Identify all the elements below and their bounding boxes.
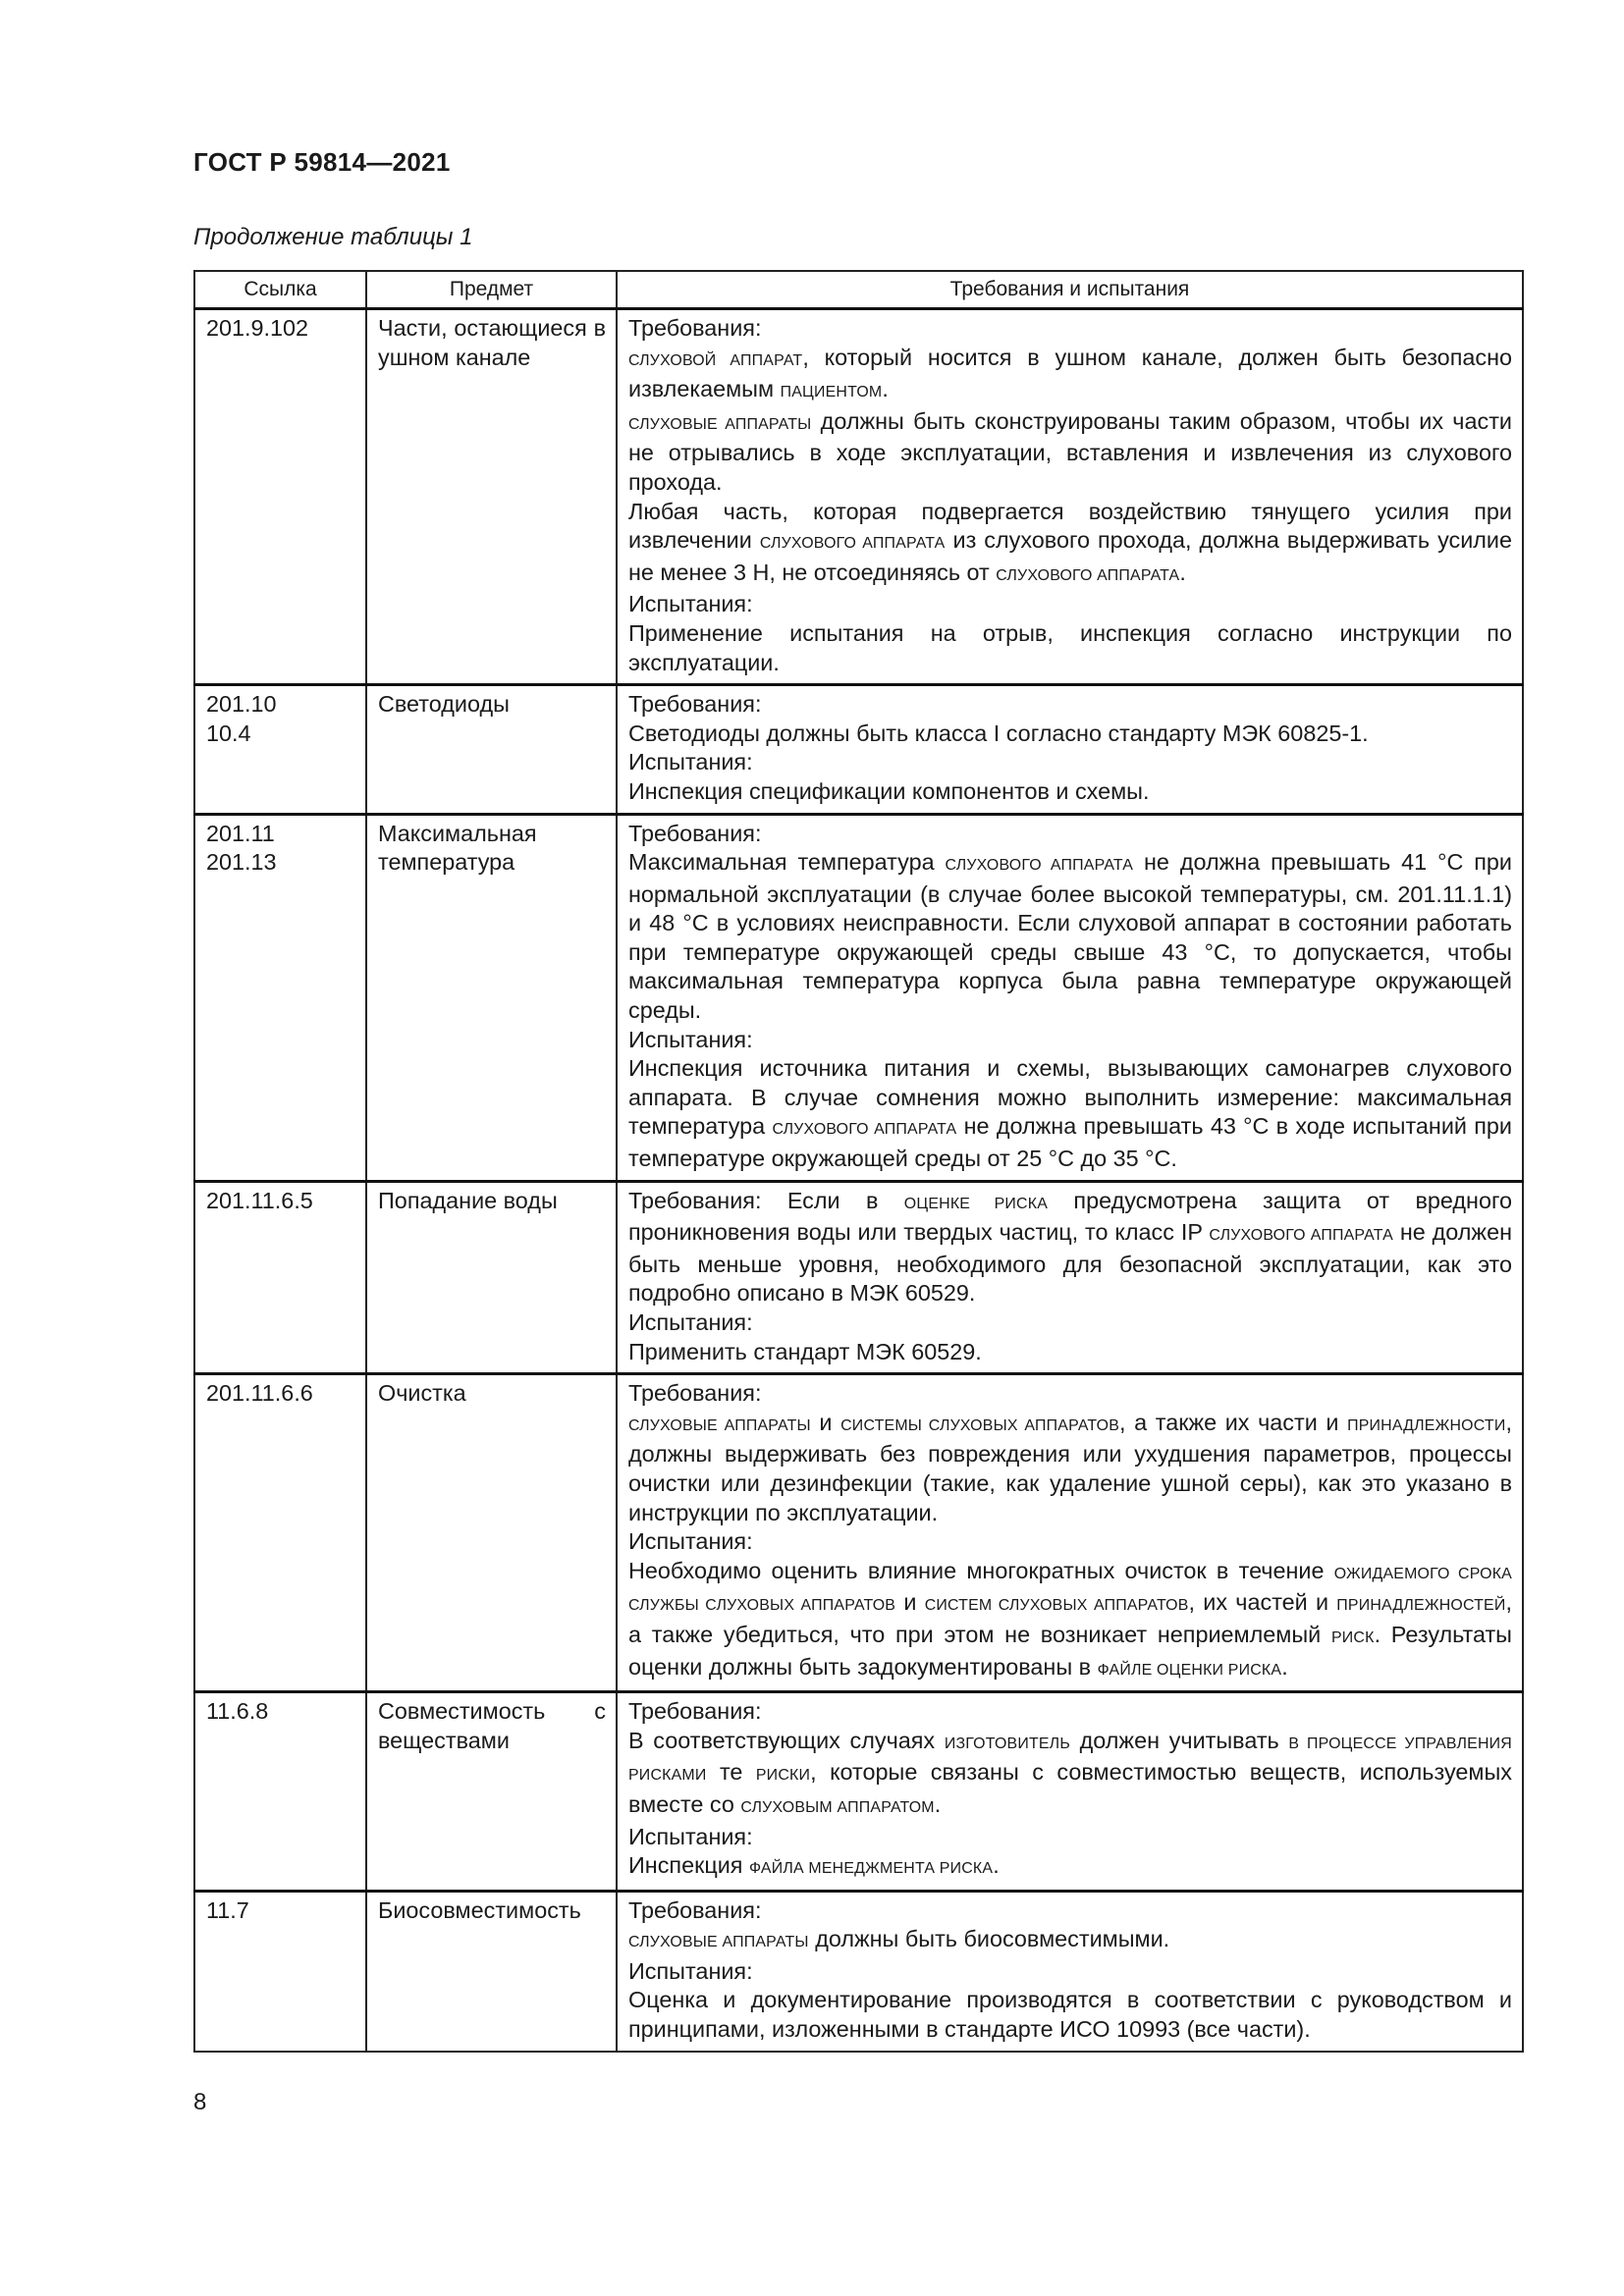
reference-number: 11.7: [206, 1896, 249, 1923]
text-run: не должен быть меньше уровня, необходимого для безопасной эксплуатации, как это подробно описано в МЭК 60529.: [628, 1219, 1513, 1307]
section-label: Испытания:: [628, 591, 753, 617]
reference-number: 201.9.102: [206, 315, 309, 341]
requirements-table: [193, 270, 1524, 2053]
text-run: Максимальная температура: [628, 849, 946, 876]
section-label: Требования:: [628, 691, 762, 718]
requirements-cell: [617, 309, 1523, 685]
document-code: ГОСТ Р 59814—2021: [193, 147, 451, 177]
text-run: В соответствующих случаях: [628, 1727, 945, 1753]
section-label: Требования:: [628, 1698, 762, 1725]
reference-number: 201.11.6.6: [206, 1380, 313, 1407]
text-run: и: [810, 1409, 841, 1435]
section-label: Требования:: [628, 1380, 762, 1407]
defined-term: СЛУХОВЫЕ АППАРАТЫ: [628, 1934, 809, 1951]
requirements-cell: [617, 1374, 1523, 1692]
defined-term: СЛУХОВЫЕ АППАРАТЫ: [628, 1416, 811, 1434]
defined-term: СИСТЕМ СЛУХОВЫХ АППАРАТОВ: [924, 1597, 1189, 1615]
requirement-paragraph: [628, 498, 1512, 591]
reference-cell: [194, 309, 366, 685]
subject-text: Совместимость с веществами: [378, 1698, 606, 1753]
text-run: Светодиоды должны быть класса I согласно стандарту МЭК 60825-1.: [628, 720, 1369, 746]
defined-term: СЛУХОВОГО АППАРАТА: [945, 857, 1134, 875]
requirement-paragraph: [628, 777, 1512, 807]
table-row: [194, 814, 1523, 1181]
text-run: . Результаты оценки должны быть задокументированы в: [628, 1621, 1512, 1680]
requirement-paragraph: [628, 1986, 1512, 2044]
requirement-paragraph: [628, 1925, 1512, 1957]
requirement-paragraph: [628, 720, 1512, 749]
defined-term: РИСКИ: [755, 1767, 811, 1785]
text-run: .: [1281, 1653, 1288, 1680]
reference-cell: [194, 1891, 366, 2051]
requirement-paragraph: [628, 848, 1512, 1026]
reference-number: 201.13: [206, 849, 277, 876]
defined-term: ФАЙЛЕ ОЦЕНКИ РИСКА: [1097, 1661, 1282, 1679]
section-label: Требования:: [628, 1896, 762, 1923]
text-run: , их частей и: [1188, 1589, 1337, 1616]
text-run: , должны выдерживать без повреждения или ухудшения параметров, процессы очистки или дезинфекции (такие, как удаление ушной серы), как это указано в инструкции по эксплуатации.: [628, 1409, 1512, 1525]
defined-term: СЛУХОВОГО АППАРАТА: [1209, 1227, 1393, 1245]
reference-number: 201.10: [206, 691, 277, 718]
subject-text: Попадание воды: [378, 1187, 558, 1213]
requirement-paragraph: [628, 1187, 1512, 1308]
requirement-paragraph: [628, 407, 1512, 498]
text-run: и: [895, 1589, 925, 1616]
subject-cell: [366, 1374, 617, 1692]
text-run: .: [993, 1852, 1000, 1879]
header-subject: Предмет: [366, 271, 617, 309]
defined-term: ОЦЕНКЕ РИСКА: [903, 1195, 1049, 1212]
table-body: [194, 309, 1523, 2052]
subject-text: Очистка: [378, 1380, 466, 1407]
reference-number: 11.6.8: [206, 1698, 269, 1725]
text-run: , а также их части и: [1119, 1409, 1348, 1435]
table-header: [194, 271, 1523, 309]
requirements-cell: [617, 1692, 1523, 1892]
subject-text: Части, остающиеся в ушном канале: [378, 315, 606, 370]
table-row: [194, 1891, 1523, 2051]
text-run: Применить стандарт МЭК 60529.: [628, 1338, 982, 1364]
defined-term: СИСТЕМЫ СЛУХОВЫХ АППАРАТОВ: [840, 1416, 1119, 1434]
section-label: Испытания:: [628, 1026, 753, 1052]
defined-term: СЛУХОВЫЕ АППАРАТЫ: [628, 415, 812, 433]
requirement-paragraph: [628, 1557, 1512, 1684]
reference-cell: [194, 1692, 366, 1892]
text-run: предусмотрена защита от вредного проникновения воды или твердых частиц, то класс IP: [628, 1187, 1512, 1246]
text-run: те: [706, 1759, 756, 1786]
reference-cell: [194, 1374, 366, 1692]
reference-number: 10.4: [206, 720, 251, 746]
section-label: Испытания:: [628, 1957, 753, 1984]
section-label: Требования:: [628, 315, 762, 341]
subject-cell: [366, 309, 617, 685]
text-run: Применение испытания на отрыв, инспекция согласно инструкции по эксплуатации.: [628, 619, 1512, 675]
subject-cell: [366, 1891, 617, 2051]
requirements-cell: [617, 685, 1523, 814]
text-run: Любая часть, которая подвергается воздействию тянущего усилия при извлечении: [628, 498, 1512, 554]
header-row: [194, 271, 1523, 309]
subject-cell: [366, 685, 617, 814]
table-row: [194, 309, 1523, 685]
text-run: должны быть биосовместимыми.: [808, 1926, 1170, 1952]
text-run: Оценка и документирование производятся в соответствии с руководством и принципами, изложенными в стандарте ИСО 10993 (все части).: [628, 1987, 1512, 2043]
requirement-paragraph: [628, 619, 1512, 677]
page-number: 8: [193, 2089, 207, 2115]
text-run: .: [1179, 559, 1186, 585]
requirement-paragraph: [628, 1054, 1512, 1173]
defined-term: ПАЦИЕНТОМ: [780, 384, 883, 401]
subject-text: Биосовместимость: [378, 1896, 581, 1923]
text-run: не должна превышать 43 °C в ходе испытаний при температуре окружающей среды от 25 °C до 35 °C.: [628, 1113, 1512, 1172]
header-reference: Ссылка: [194, 271, 366, 309]
requirements-cell: [617, 814, 1523, 1181]
defined-term: СЛУХОВОГО АППАРАТА: [772, 1121, 957, 1139]
subject-cell: [366, 1692, 617, 1892]
defined-term: РИСК: [1330, 1629, 1375, 1646]
table-row: [194, 1181, 1523, 1374]
requirement-paragraph: [628, 1727, 1512, 1823]
defined-term: СЛУХОВОГО АППАРАТА: [759, 535, 946, 553]
text-run: .: [882, 376, 889, 402]
section-label: Испытания:: [628, 1528, 753, 1555]
text-run: из слухового прохода, должна выдерживать усилие не менее 3 Н, не отсоединяясь от: [628, 527, 1512, 585]
defined-term: СЛУХОВОГО АППАРАТА: [996, 566, 1180, 584]
reference-cell: [194, 1181, 366, 1374]
text-run: Требования: Если в: [628, 1187, 904, 1213]
subject-text: Максимальная температура: [378, 820, 537, 876]
table-caption: Продолжение таблицы 1: [193, 224, 473, 250]
reference-cell: [194, 814, 366, 1181]
section-label: Испытания:: [628, 1823, 753, 1849]
reference-cell: [194, 685, 366, 814]
defined-term: ПРИНАДЛЕЖНОСТЕЙ: [1336, 1597, 1506, 1615]
subject-cell: [366, 814, 617, 1181]
text-run: Инспекция спецификации компонентов и схемы.: [628, 777, 1150, 804]
defined-term: ПРИНАДЛЕЖНОСТИ: [1347, 1416, 1506, 1434]
requirements-cell: [617, 1181, 1523, 1374]
header-requirements: Требования и испытания: [617, 271, 1523, 309]
defined-term: ИЗГОТОВИТЕЛЬ: [944, 1735, 1070, 1752]
table-row: [194, 1692, 1523, 1892]
table-row: [194, 1374, 1523, 1692]
reference-number: 201.11: [206, 820, 275, 846]
text-run: не должна превышать 41 °C при нормальной эксплуатации (в случае более высокой температуры, см. 201.11.1.1) и 48 °C в условиях неисправности. Если слуховой аппарат в состоянии работать при температуре окружающей среды свыше 43 °C, то допускается, чтобы максимальная температура корпуса была равна температуре окружающей среды.: [628, 849, 1512, 1024]
section-label: Требования:: [628, 820, 762, 846]
section-label: Испытания:: [628, 749, 753, 775]
defined-term: СЛУХОВОЙ АППАРАТ: [628, 351, 803, 369]
subject-text: Светодиоды: [378, 691, 510, 718]
text-run: , которые связаны с совместимостью веществ, используемых вместе со: [628, 1759, 1512, 1817]
requirement-paragraph: [628, 344, 1512, 407]
defined-term: В ПРОЦЕССЕ УПРАВЛЕНИЯ РИСКАМИ: [628, 1735, 1512, 1785]
defined-term: ФАЙЛА МЕНЕДЖМЕНТА РИСКА: [748, 1860, 994, 1878]
requirements-cell: [617, 1891, 1523, 2051]
defined-term: ОЖИДАЕМОГО СРОКА СЛУЖБЫ СЛУХОВЫХ АППАРАТОВ: [628, 1565, 1512, 1615]
requirement-paragraph: [628, 1338, 1512, 1367]
text-run: , а также убедиться, что при этом не возникает неприемлемый: [628, 1589, 1512, 1647]
text-run: Инспекция источника питания и схемы, вызывающих самонагрев слухового аппарата. В случае сомнения можно выполнить измерение: максимальная температура: [628, 1055, 1512, 1140]
text-run: должны быть сконструированы таким образом, чтобы их части не отрывались в ходе эксплуатации, вставления и извлечения из слухового прохода.: [628, 407, 1512, 495]
reference-number: 201.11.6.5: [206, 1187, 313, 1213]
table-row: [194, 685, 1523, 814]
text-run: .: [934, 1790, 942, 1817]
text-run: Инспекция: [628, 1852, 749, 1879]
text-run: должен учитывать: [1069, 1727, 1289, 1753]
text-run: , который носится в ушном канале, должен быть безопасно извлекаемым: [628, 344, 1512, 402]
section-label: Испытания:: [628, 1309, 753, 1335]
requirement-paragraph: [628, 1409, 1512, 1527]
subject-cell: [366, 1181, 617, 1374]
defined-term: СЛУХОВЫМ АППАРАТОМ: [740, 1798, 935, 1816]
text-run: Необходимо оценить влияние многократных очисток в течение: [628, 1557, 1334, 1583]
requirement-paragraph: [628, 1851, 1512, 1884]
